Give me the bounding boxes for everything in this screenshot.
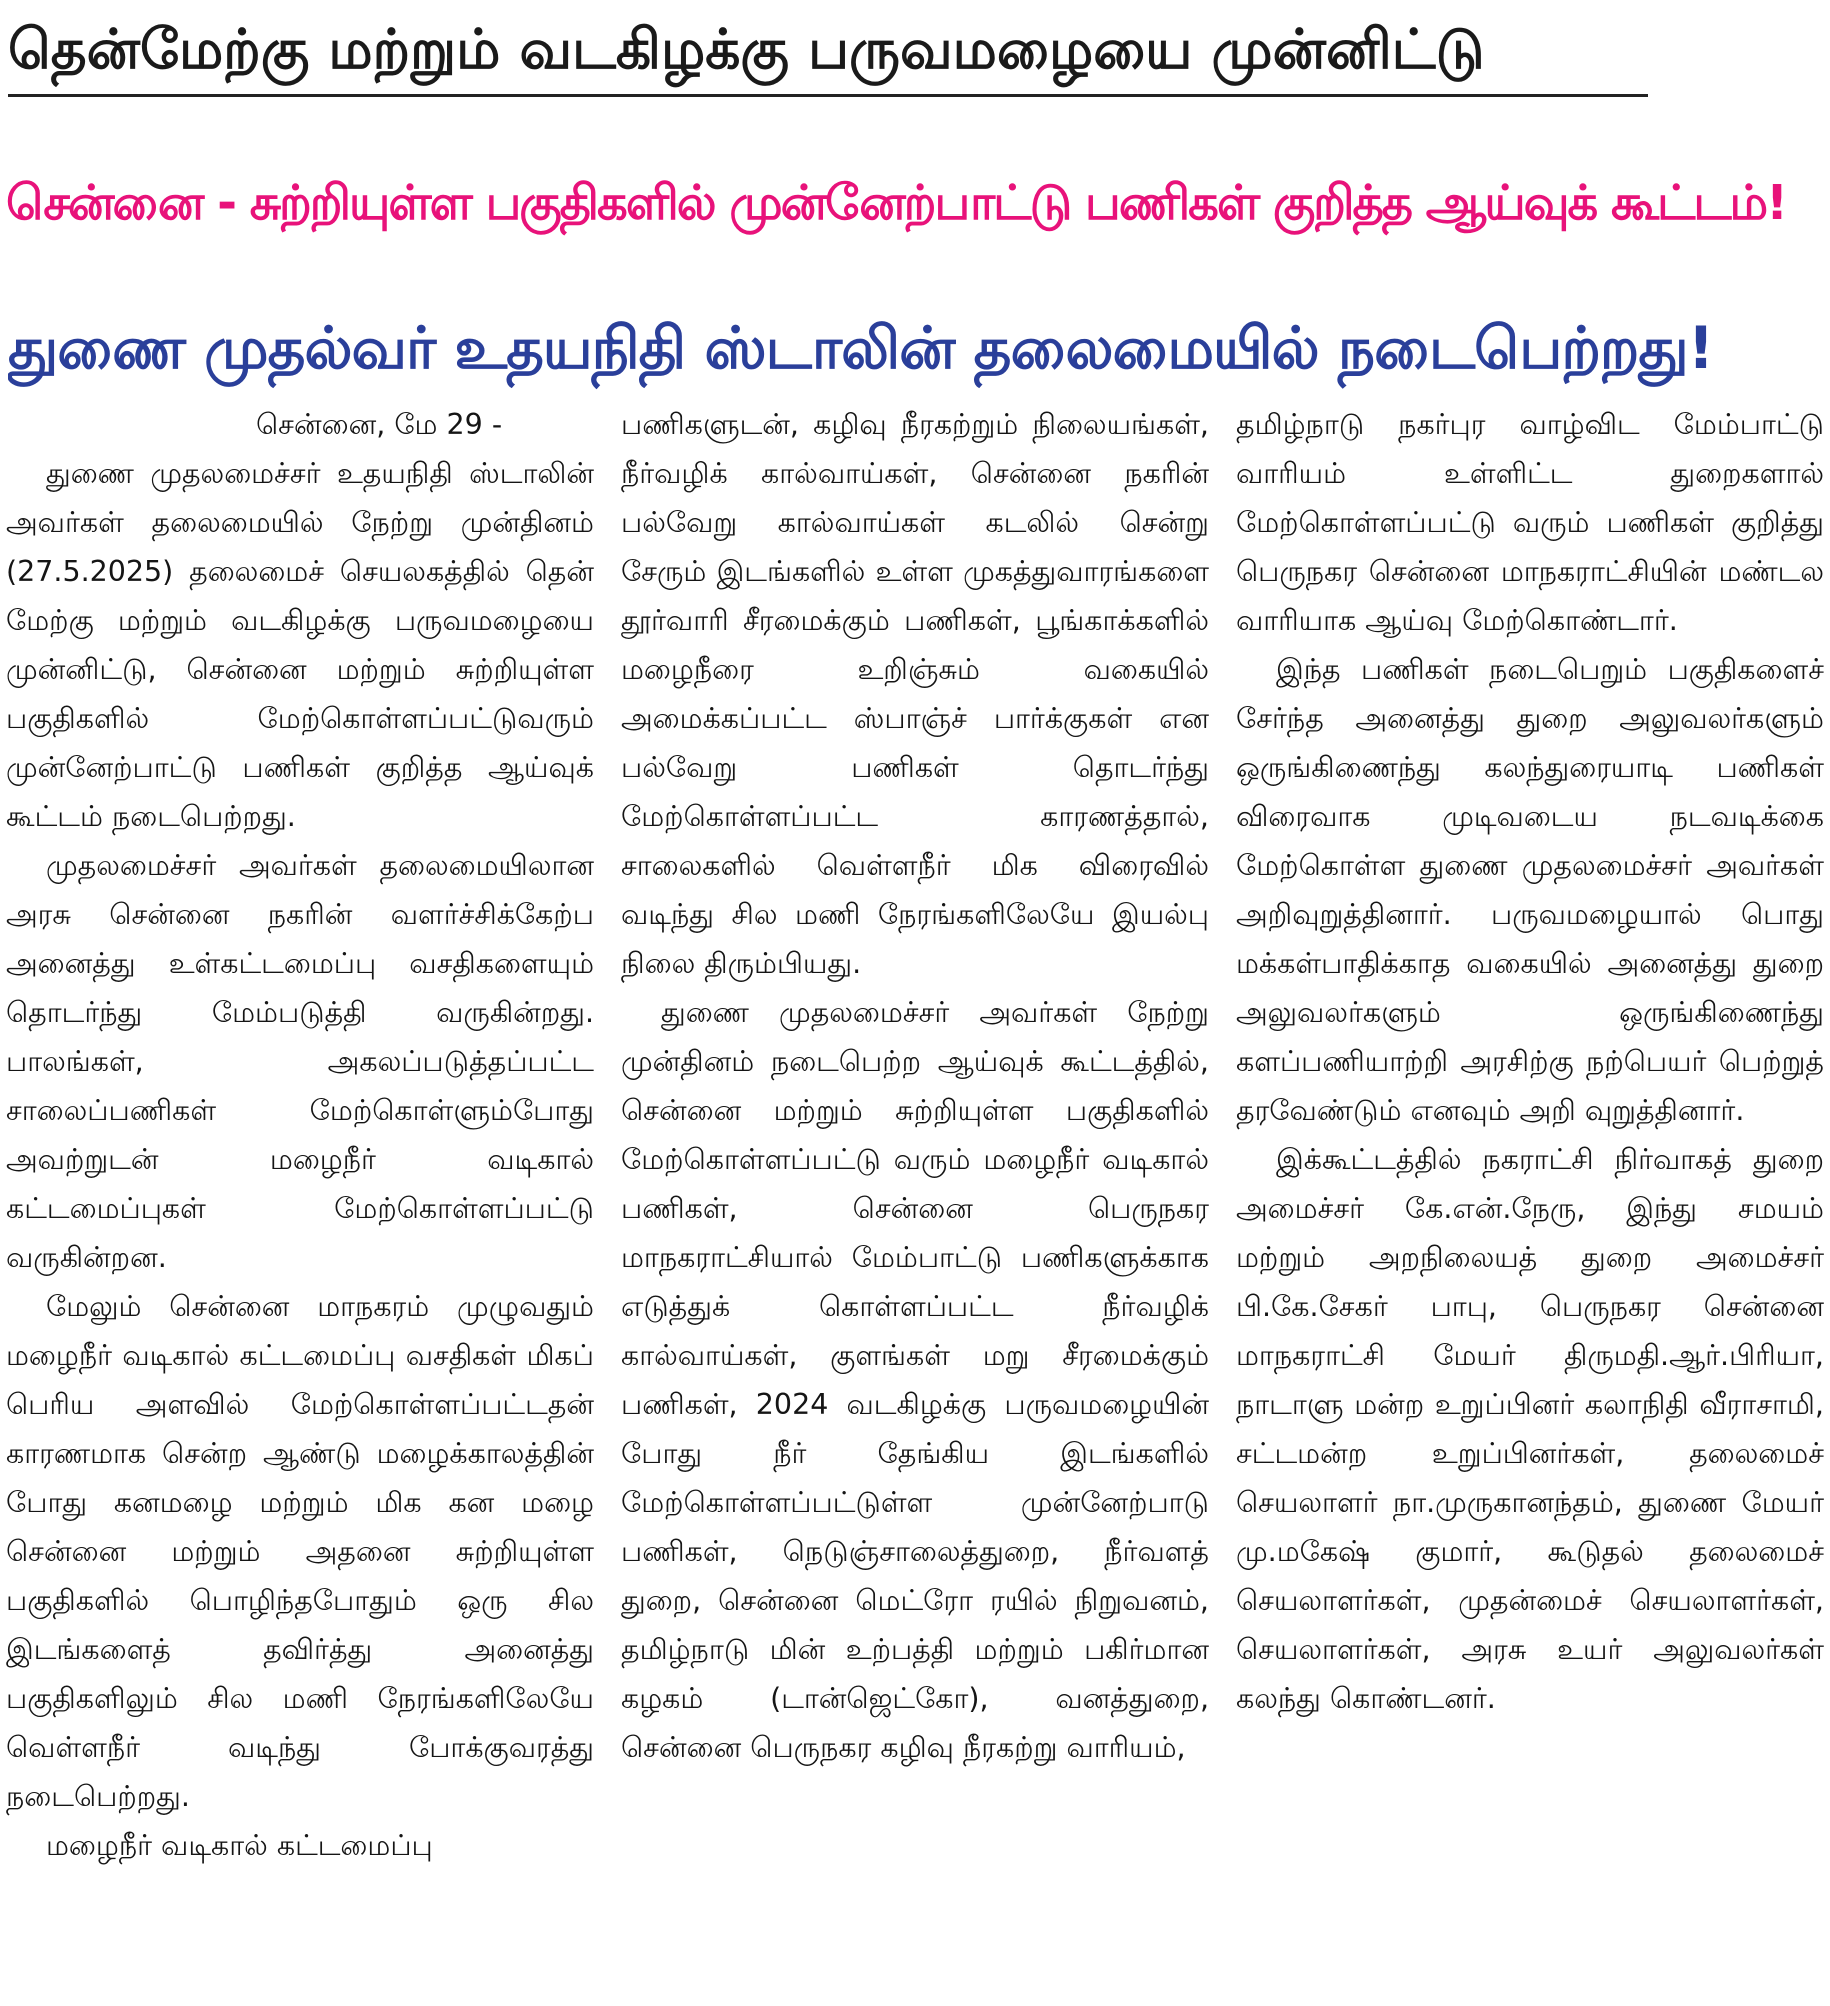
main-headline: சென்னை - சுற்றியுள்ள பகுதிகளில் முன்னேற்பாட்டு பணிகள் குறித்த ஆய்வுக் கூட்டம்! [6, 175, 1787, 231]
paragraph: தமிழ்நாடு நகர்புர வாழ்விட மேம்பாட்டு வாரியம் உள்ளிட்ட துறைகளால் மேற்கொள்ளப்பட்டு வரும் பணிகள் குறித்து பெருநகர சென்னை மாநகராட்சியின் மண்டல வாரியாக ஆய்வு மேற்கொண்டார். [1236, 408, 1824, 637]
sub-headline: துணை முதல்வர் உதயநிதி ஸ்டாலின் தலைமையில் நடைபெற்றது! [8, 314, 1714, 382]
paragraph: மேலும் சென்னை மாநகரம் முழுவதும் மழைநீர் வடிகால் கட்டமைப்பு வசதிகள் மிகப் பெரிய அளவில் மேற்கொள்ளப்பட்டதன் காரணமாக சென்ற ஆண்டு மழைக்காலத்தின் போது கனமழை மற்றும் மிக கன மழை சென்னை மற்றும் அதனை சுற்றியுள்ள பகுதிகளில் பொழிந்தபோதும் ஒரு சில இடங்களைத் தவிர்த்து அனைத்து பகுதிகளிலும் சில மணி நேரங்களிலேயே வெள்ளநீர் வடிந்து போக்குவரத்து நடைபெற்றது. [6, 1290, 594, 1813]
paragraph: இக்கூட்டத்தில் நகராட்சி நிர்வாகத் துறை அமைச்சர் கே.என்.நேரு, இந்து சமயம் மற்றும் அறநிலையத் துறை அமைச்சர் பி.கே.சேகர் பாபு, பெருநகர சென்னை மாநகராட்சி மேயர் திருமதி.ஆர்.பிரியா, நாடாளு மன்ற உறுப்பினர் கலாநிதி வீராசாமி, சட்டமன்ற உறுப்பினர்கள், தலைமைச் செயலாளர் நா.முருகானந்தம், துணை மேயர் மு.மகேஷ் குமார், கூடுதல் தலைமைச் செயலாளர்கள், முதன்மைச் செயலாளர்கள், செயலாளர்கள், அரசு உயர் அலுவலர்கள் கலந்து கொண்டனர். [1236, 1143, 1824, 1715]
paragraph: துணை முதலமைச்சர் அவர்கள் நேற்று முன்தினம் நடைபெற்ற ஆய்வுக் கூட்டத்தில், சென்னை மற்றும் சுற்றியுள்ள பகுதிகளில் மேற்கொள்ளப்பட்டு வரும் மழைநீர் வடிகால் பணிகள், சென்னை பெருநகர மாநகராட்சியால் மேம்பாட்டு பணிகளுக்காக எடுத்துக் கொள்ளப்பட்ட நீர்வழிக் கால்வாய்கள், குளங்கள் மறு சீரமைக்கும் பணிகள், 2024 வடகிழக்கு பருவமழையின் போது நீர் தேங்கிய இடங்களில் மேற்கொள்ளப்பட்டுள்ள முன்னேற்பாடு பணிகள், நெடுஞ்சாலைத்துறை, நீர்வளத் துறை, சென்னை மெட்ரோ ரயில் நிறுவனம், தமிழ்நாடு மின் உற்பத்தி மற்றும் பகிர்மான கழகம் (டான்ஜெட்கோ), வனத்துறை, சென்னை பெருநகர கழிவு நீரகற்று வாரியம், [621, 996, 1209, 1764]
article-column-2 [621, 400, 1209, 1996]
article-column-3 [1236, 400, 1824, 1996]
paragraph: முதலமைச்சர் அவர்கள் தலைமையிலான அரசு சென்னை நகரின் வளர்ச்சிக்கேற்ப அனைத்து உள்கட்டமைப்பு வசதிகளையும் தொடர்ந்து மேம்படுத்தி வருகின்றது. பாலங்கள், அகலப்படுத்தப்பட்ட சாலைப்பணிகள் மேற்கொள்ளும்போது அவற்றுடன் மழைநீர் வடிகால் கட்டமைப்புகள் மேற்கொள்ளப்பட்டு வருகின்றன. [6, 849, 594, 1274]
dateline: சென்னை, மே 29 - [256, 408, 503, 441]
paragraph: மழைநீர் வடிகால் கட்டமைப்பு [46, 1829, 433, 1862]
article-column-1 [6, 400, 594, 1996]
paragraph: இந்த பணிகள் நடைபெறும் பகுதிகளைச் சேர்ந்த அனைத்து துறை அலுவலர்களும் ஒருங்கிணைந்து கலந்துரையாடி பணிகள் விரைவாக முடிவடைய நடவடிக்கை மேற்கொள்ள துணை முதலமைச்சர் அவர்கள் அறிவுறுத்தினார். பருவமழையால் பொது மக்கள்பாதிக்காத வகையில் அனைத்து துறை அலுவலர்களும் ஒருங்கிணைந்து களப்பணியாற்றி அரசிற்கு நற்பெயர் பெற்றுத் தரவேண்டும் எனவும் அறி வுறுத்தினார். [1236, 653, 1824, 1127]
kicker-headline: தென்மேற்கு மற்றும் வடகிழக்கு பருவமழையை முன்னிட்டு [8, 14, 1648, 97]
paragraph: பணிகளுடன், கழிவு நீரகற்றும் நிலையங்கள், நீர்வழிக் கால்வாய்கள், சென்னை நகரின் பல்வேறு கால்வாய்கள் கடலில் சென்று சேரும் இடங்களில் உள்ள முகத்துவாரங்களை தூர்வாரி சீரமைக்கும் பணிகள், பூங்காக்களில் மழைநீரை உறிஞ்சும் வகையில் அமைக்கப்பட்ட ஸ்பாஞ்ச் பார்க்குகள் என பல்வேறு பணிகள் தொடர்ந்து மேற்கொள்ளப்பட்ட காரணத்தால், சாலைகளில் வெள்ளநீர் மிக விரைவில் வடிந்து சில மணி நேரங்களிலேயே இயல்பு நிலை திரும்பியது. [621, 408, 1209, 980]
paragraph: துணை முதலமைச்சர் உதயநிதி ஸ்டாலின் அவர்கள் தலைமையில் நேற்று முன்தினம் (27.5.2025) தலைமைச் செயலகத்தில் தென் மேற்கு மற்றும் வடகிழக்கு பருவமழையை முன்னிட்டு, சென்னை மற்றும் சுற்றியுள்ள பகுதிகளில் மேற்கொள்ளப்பட்டுவரும் முன்னேற்பாட்டு பணிகள் குறித்த ஆய்வுக் கூட்டம் நடைபெற்றது. [6, 457, 594, 833]
